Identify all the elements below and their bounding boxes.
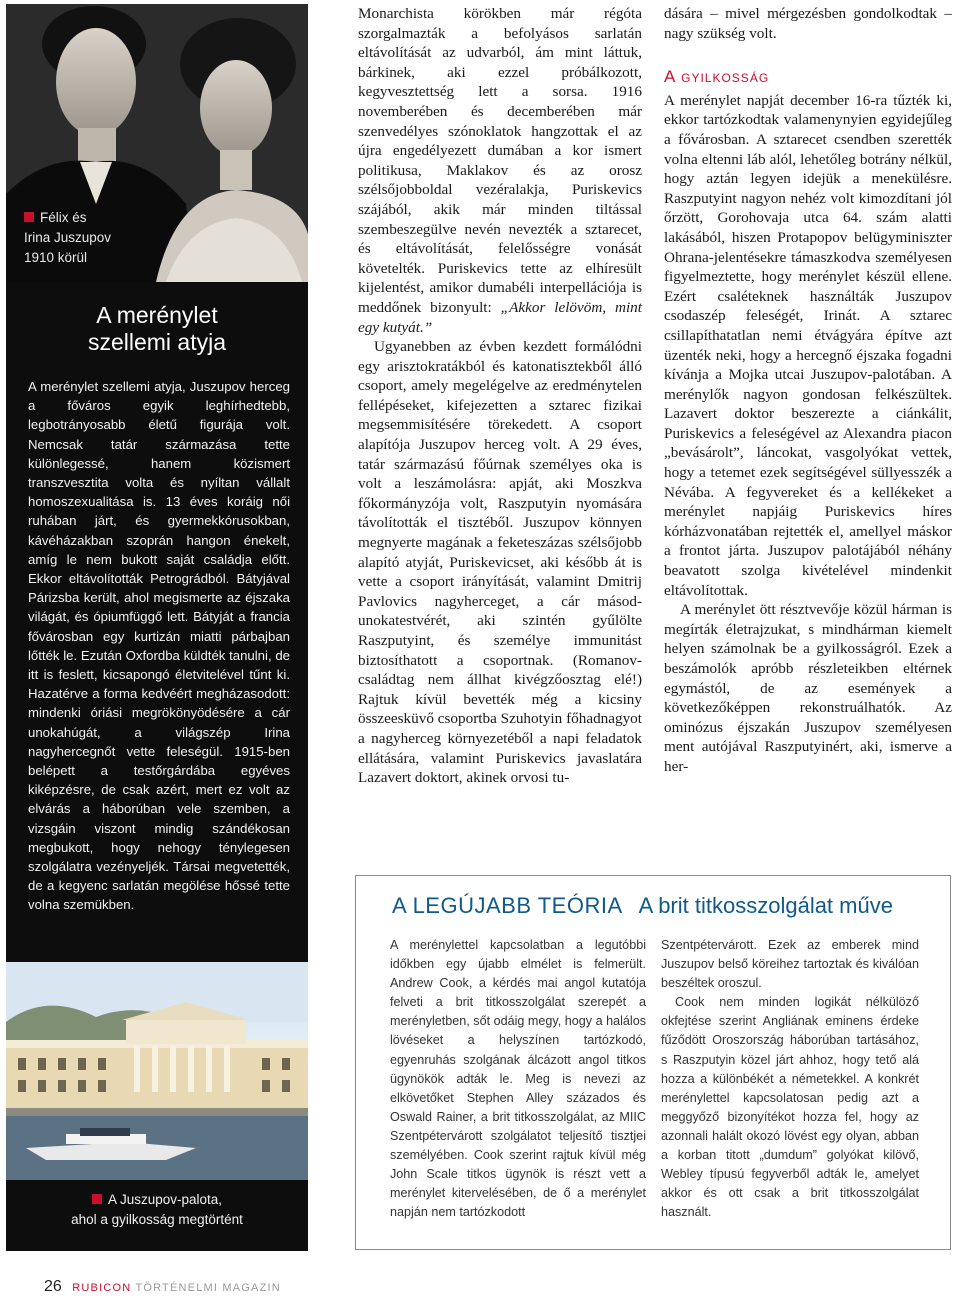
- article-paragraph: dására – mivel mérgezésben gondolkodtak – nagy szükség volt.: [664, 5, 952, 42]
- quote: „Akkor lelövöm, mint egy kutyát.”: [358, 298, 642, 336]
- article-paragraph: [358, 4, 642, 337]
- palace-caption-line-2: ahol a gyilkosság megtörtént: [71, 1212, 243, 1227]
- theory-box: [355, 875, 951, 1250]
- sidebar-title-line-2: szellemi atyja: [87, 329, 227, 355]
- box-column-1: [390, 936, 646, 1222]
- portrait-caption: [24, 208, 164, 268]
- section-heading: A gyilkosság: [664, 67, 770, 87]
- palace-caption: [6, 1190, 308, 1230]
- article-column-2: [664, 4, 952, 777]
- sidebar-text: A merénylet szellemi atyja, Juszupov herceg a főváros egyik leghírhedtebb, legbotrányosabb életű figurája volt. Nemcsak tatár származása tette különlegessé, hanem közismert transzvesztita volta és nyíltan vállalt homoszexualitása is. 13 éves koráig női ruhában járt, és gyermekkórusokban, kávéházakban szoprán hangon énekelt, amíg le nem bukott saját családja előtt. Ekkor eltávolították Petrográdból. Bátyjával Párizsba került, ahol megismerte az éjszaka világát, és ópiumfüggő lett. Bátyját a francia fővárosban egy kurtizán miatti párbajban lőtték le. Ezután Oxfordba küldték tanulni, de itt is feslett, kicsapongó életvitelével tűnt ki. Hazatérve a forma kedvéért megházasodott: mindenki óriási megrökönyödésére a cár unokahúgát, a világszép Irina nagyhercegnőt vette feleségül. 1915-ben belépett a testőrgárdába egyéves kiképzésre, de csak azért, mert ez volt az elvárás a háborúban vele szemben, a vizsgáin viszont mindig szándékosan megbukott, hogy nehogy ténylegesen szolgálatra vezényeljék. Társai megvetették, de a kegyenc sarlatán megölése hőssé tette volna szemükben.: [28, 379, 290, 913]
- box-paragraph: A merénylettel kapcsolatban a legutóbbi időkben egy újabb elmélet is felmerült. Andrew Cook, a kérdés mai angol kutatója felveti a brit titkosszolgálat szerepét a merényletben, sőt odáig megy, hogy a halálos lövéseket a helyszínen tartózkodó, egyenruhás szolgának álcázott angol titkos ügynökök adták le. Meg is nevezi az elkövetőket Stephen Alley százados és Oswald Rainer, a brit titkosszolgálat, az MIIC Szentpétervárott szolgálatot teljesítő tisztjei személyében. Cook szerint rajtuk kívül még John Scale titkos ügynök is részt vett a merénylet kitervelésében, de ő a merénylet napján nem tartózkodott: [390, 938, 646, 1220]
- box-heading: [392, 892, 932, 920]
- magazine-subtitle: TÖRTÉNELMI MAGAZIN: [135, 1282, 281, 1294]
- caption-line-3: 1910 körül: [24, 250, 88, 265]
- page-number: 26: [44, 1278, 62, 1295]
- article-paragraph: A merénylet napját december 16-ra tűzték ki, ekkor tartózkodtak valamenynyien egyidejűleg a fővárosban. A sztarecet csendben szerették volna eltenni láb alól, lehetőleg botrány nélkül, hogy aztán legyen idejük a menekülésre. Raszputyint nagyon nehéz volt kimozdítani jól őrzött, Gorohovaja utca 64. szám alatti lakásából, hiszen Protapopov belügyminiszter Ohrana-jelentésekre támaszkodva személyesen figyelmeztette, hogy merénylet készül ellene. Ezért csaléteknek használták Juszupov csodaszép feleségét, Irinát. A sztarec csillapíthatatlan nemi étvágyára építve azt üzenték neki, hogy a hercegnő éjszaka fogadni kívánja a Mojka utcai Juszupov-palotában. A merénylők nagyon gondosan felkészültek. Lazavert doktor beszerezte a ciánkálit, Puriskevics a feleségével az Alexandra piacon „bevásárolt”, láncokat, vasgolyókat vettek, hogy a tetemet ezek segítségével süllyesszék a Névába. A fegyvereket és a kellékeket a merénylet napjáig Puriskevics híres kórházvonatában rejtették el, amellyel máskor a frontot járta. Juszupov palotájából néhány beavatott szolga kivételével mindenkit eltávolítottak.: [664, 91, 952, 599]
- magazine-brand: RUBICON: [72, 1282, 132, 1294]
- sidebar-title: [6, 302, 308, 356]
- box-title: A brit titkosszolgálat műve: [638, 893, 893, 918]
- article-paragraph: Ugyanebben az évben kezdett formálódni egy arisztokratákból és katonatisztekből álló csoport, amely megelégelve az eredménytelen fellépéseket, kifejezetten a sztarec fizikai megsemmisítésére törekedett. A csoport alapítója Juszupov herceg volt. A 29 éves, tatár származású főúrnak személyes oka is volt a leszámolásra: apját, aki Moszkva főkormányzója volt, Raszputyin nyomására távolították el tisztéből. Juszupov könnyen megnyerte magának a feketeszázas szélsőjobb alapító atyját, Puriskevicset, aki később át is vette a csoport irányítását, valamint Dmitrij Pavlovics nagyherceget, a cár másod-unokatestvérét, aki szintén gyűlölte Raszputyint, és személye immunitást biztosíthatott a csoportnak. (Romanov-családtag nem állhat kivégzőosztag elé!) Rajtuk kívül bevették még a kicsiny összeesküvő csoportba Szuhotyin főhadnagyot a nagyherceg környezetéből a napi feladatok ellátására, valamint Puriskevics javaslatára Lazavert doktort, akinek orvosi tu-: [358, 338, 642, 787]
- caption-marker-icon: [24, 212, 34, 222]
- palace-photo: [6, 962, 308, 1180]
- page-footer: [44, 1278, 281, 1296]
- article-column-1: [358, 4, 642, 788]
- article-paragraph: A merénylet ött résztvevője közül hárman is megírták életrajzukat, s mindhárman kiemelt helyen számolnak be a gyilkosságról. Ezek a beszámolók apróbb részleteikben eltérnek egymástól, de az események a következőképpen rekonstruálhatók. Az ominózus éjszakán Juszupov személyesen ment autójával Raszputyinért, aki, ismerve a her-: [664, 601, 952, 775]
- palace-illustration: [6, 962, 308, 1180]
- box-column-2: [661, 936, 919, 1222]
- palace-caption-line-1: A Juszupov-palota,: [107, 1192, 223, 1207]
- caption-line-1: Félix és: [40, 210, 87, 225]
- caption-line-2: Irina Juszupov: [24, 230, 112, 245]
- box-paragraph: Szentpétervárott. Ezek az emberek mind Juszupov belső köreihez tartoztak és kiválóan beszéltek oroszul.: [661, 938, 919, 991]
- article-paragraph-text: Monarchista körökben már régóta szorgalmazták a befolyásos sarlatán eltávolítását az udvarból, ám mint láttuk, bárkinek, aki ezzel próbálkozott, kegyvesztettség lett a sorsa. 1916 novemberében és decemberében már szenvedélyes szónoklatok hangzottak el az újra engedélyezett dumában a kor ismert politikusa, Maklakov és az orosz szélsőjobboldal vezéralakja, Puriskevics szájából, akik már minden tiltással szembeszegülve nevén nevezték a sztarecet, és eltávolítását, felelősségre vonását követelték. Puriskevics tette az elhíresült kijelentést, amikor dumabéli interpellációja is meddőnek bizonyult:: [358, 5, 642, 316]
- box-kicker: A LEGÚJABB TEÓRIA: [392, 893, 623, 918]
- box-paragraph: Cook nem minden logikát nélkülöző okfejtése szerint Angliának eminens érdeke fűződött Oroszország háborúban tartásához, s Raszputyin közel járt ahhoz, hogy tető alá hozza a különbékét a németekkel. A konkrét merénylettel kapcsolatosan pedig azt a meggyőző bizonyítékot hozza fel, hogy az azonnali halált okozó lövést egy olyan, abban a korban titott „dumdum” golyókat kilövő, Webley típusú fegyverből adták le, amelyet akkor és ott csak a brit titkosszolgálat használt.: [661, 995, 919, 1220]
- sidebar-title-line-1: A merénylet: [96, 302, 218, 328]
- magazine-name: [72, 1282, 281, 1294]
- palace-caption-marker-icon: [92, 1194, 102, 1204]
